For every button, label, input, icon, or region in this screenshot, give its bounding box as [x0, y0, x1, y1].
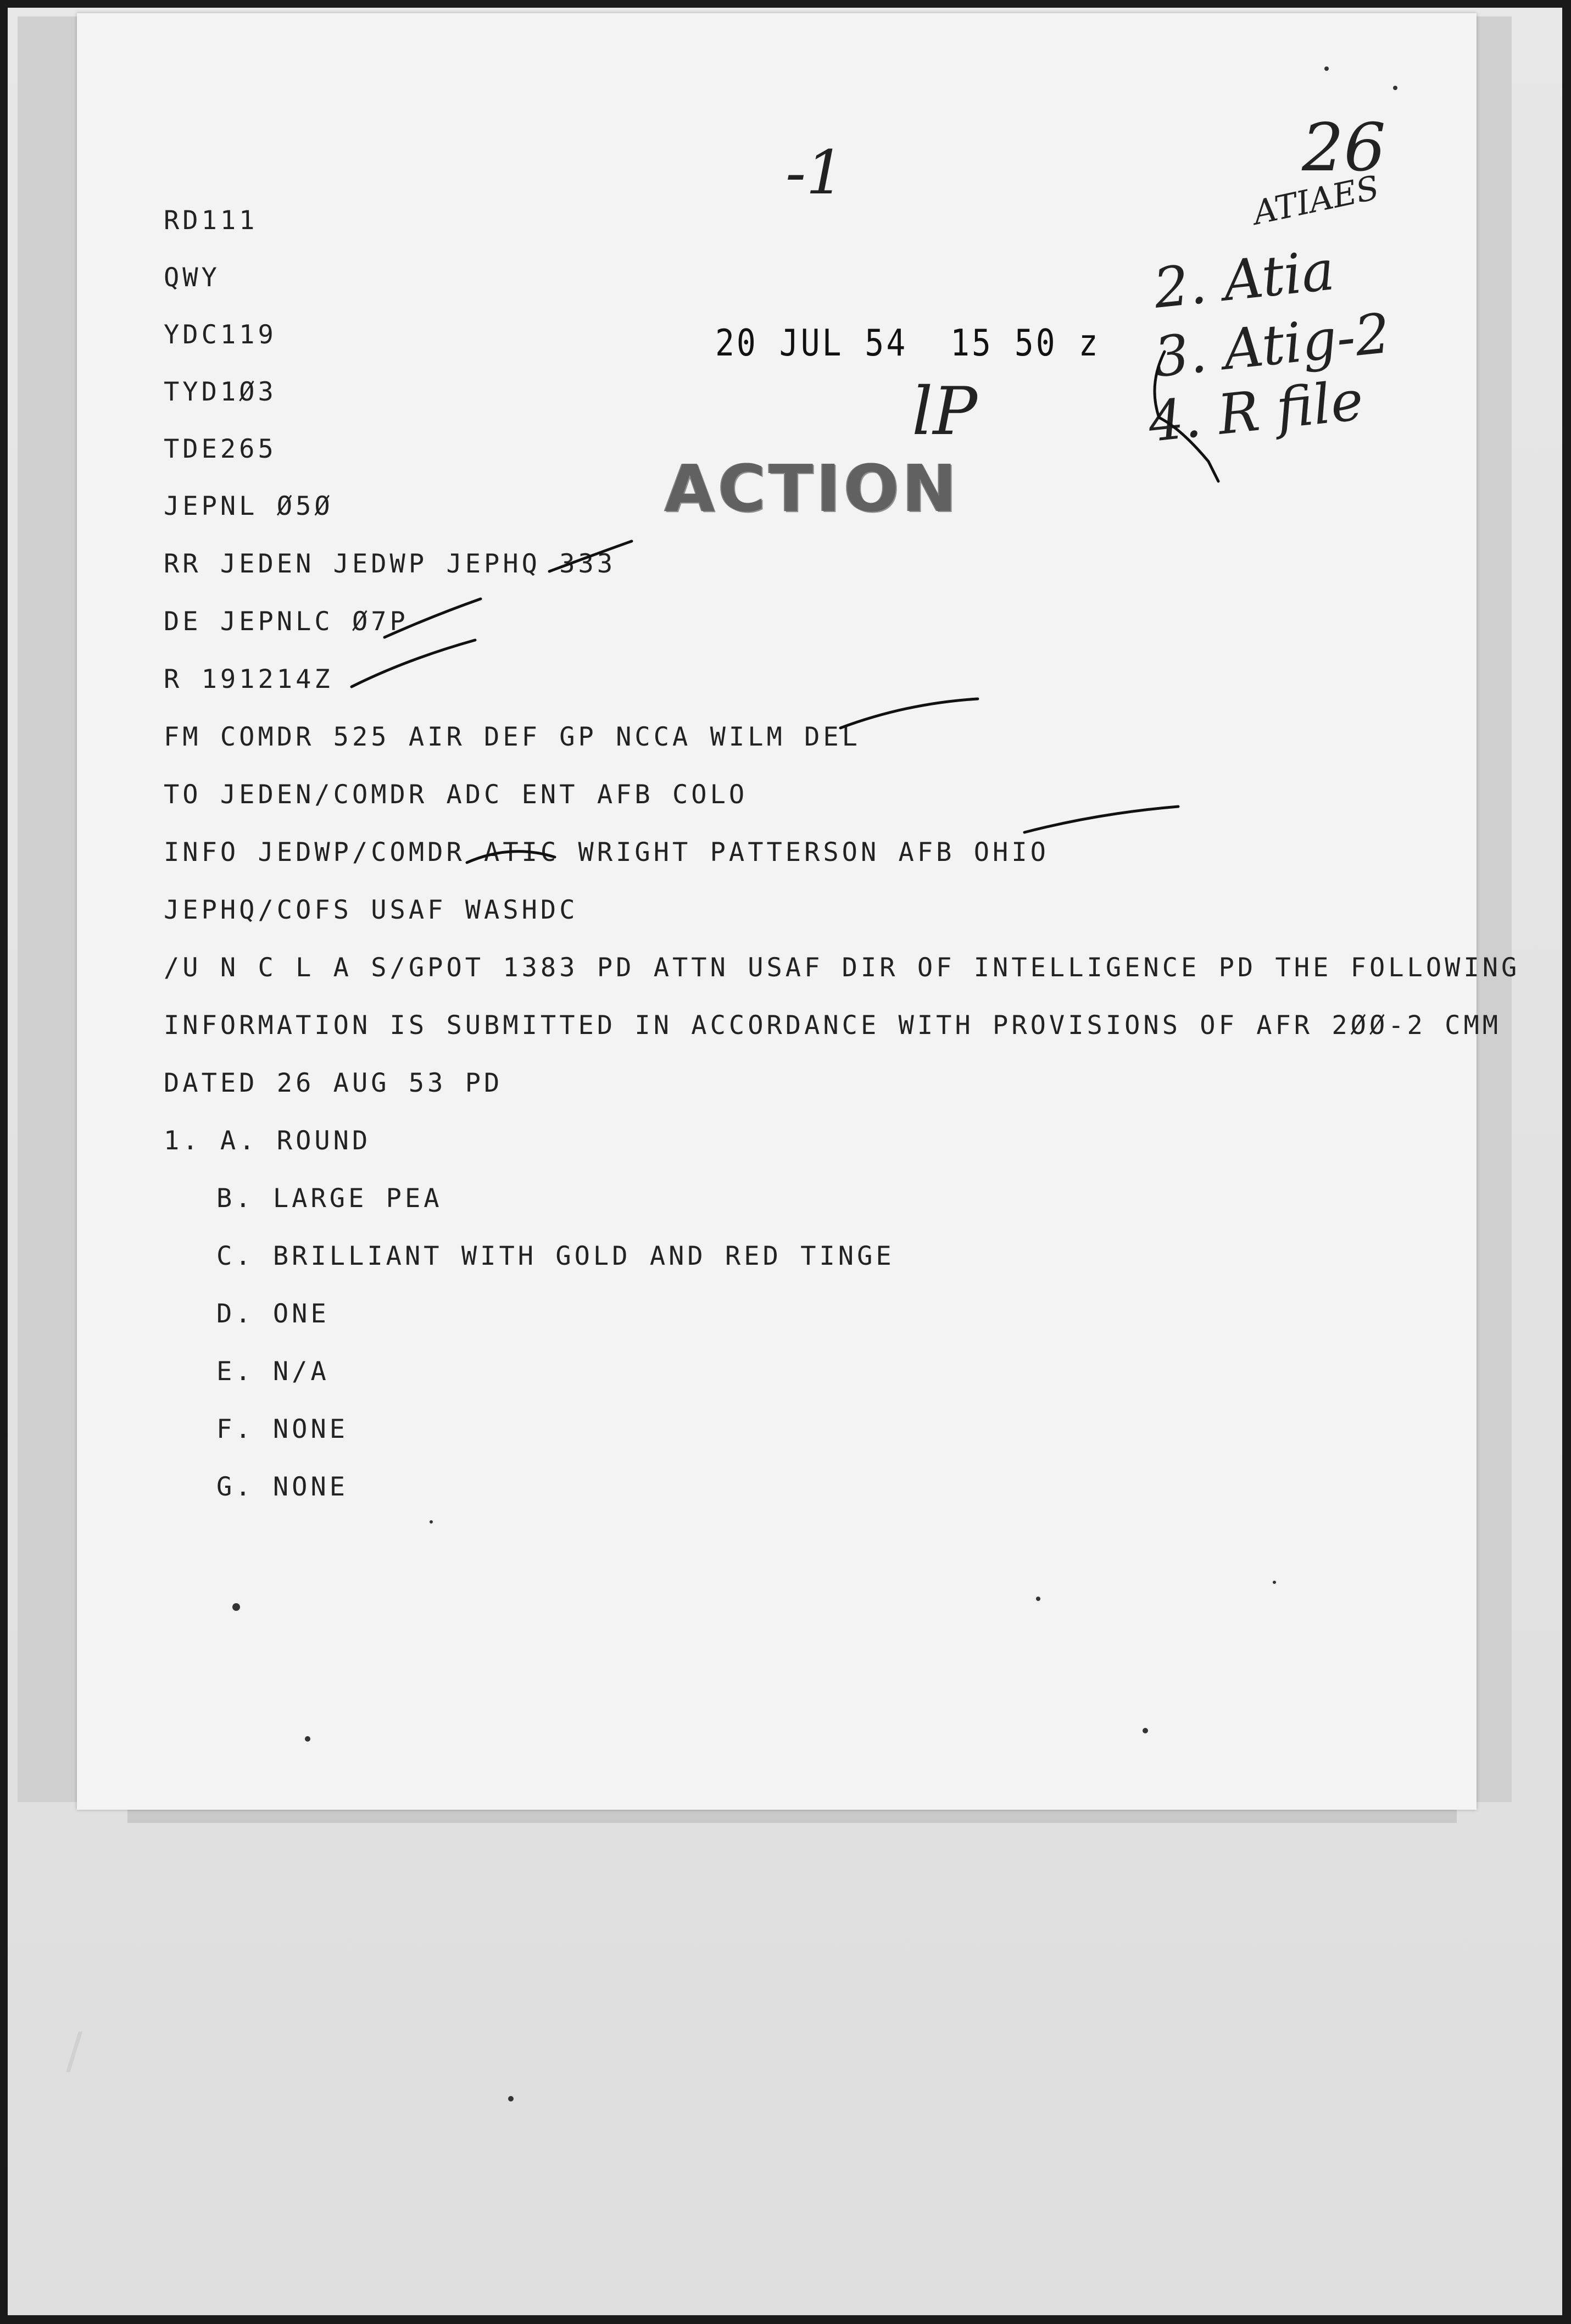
routing-line-7: RR JEDEN JEDWP JEPHQ 333	[164, 549, 616, 579]
item-e: E. N/A	[216, 1356, 330, 1387]
handwritten-note-2: 3. Atig-2	[1151, 301, 1394, 390]
handwritten-routing-header: ATIAES	[1250, 168, 1383, 233]
body-line-1: /U N C L A S/GPOT 1383 PD ATTN USAF DIR OF INTELLIGENCE PD THE FOLLOWING	[164, 953, 1520, 983]
routing-line-9: R 191214Z	[164, 664, 333, 694]
routing-line-3: YDC119	[164, 320, 277, 350]
handwritten-initials: lP	[912, 374, 978, 450]
body-line-2: INFORMATION IS SUBMITTED IN ACCORDANCE WITH PROVISIONS OF AFR 2ØØ-2 CMM	[164, 1010, 1502, 1041]
handwritten-tick: -1	[785, 137, 845, 208]
routing-line-5: TDE265	[164, 434, 277, 464]
handwritten-note-3: 4. R file	[1145, 368, 1367, 455]
body-line-3: DATED 26 AUG 53 PD	[164, 1068, 503, 1098]
routing-line-4: TYD1Ø3	[164, 377, 277, 407]
to-line: TO JEDEN/COMDR ADC ENT AFB COLO	[164, 780, 748, 810]
routing-line-8: DE JEPNLC Ø7P	[164, 607, 409, 637]
from-line: FM COMDR 525 AIR DEF GP NCCA WILM DEL	[164, 722, 861, 752]
item-a: 1. A. ROUND	[164, 1126, 371, 1156]
item-d: D. ONE	[216, 1299, 330, 1329]
routing-line-6: JEPNL Ø5Ø	[164, 491, 333, 521]
item-g: G. NONE	[216, 1472, 349, 1502]
action-stamp: ACTION	[665, 451, 960, 526]
routing-line-1: RD111	[164, 205, 258, 236]
handwritten-page-number: 26	[1302, 110, 1386, 186]
ghost-mark: /	[66, 2022, 83, 2080]
received-date-stamp: 20 JUL 54 15 50 z	[715, 321, 1100, 365]
handwritten-note-1: 2. Atia	[1150, 238, 1338, 321]
item-f: F. NONE	[216, 1414, 349, 1444]
item-c: C. BRILLIANT WITH GOLD AND RED TINGE	[216, 1241, 895, 1271]
info-line-2: JEPHQ/COFS USAF WASHDC	[164, 895, 578, 925]
info-line: INFO JEDWP/COMDR ATIC WRIGHT PATTERSON AFB OHIO	[164, 837, 1049, 868]
routing-line-2: QWY	[164, 263, 220, 293]
item-b: B. LARGE PEA	[216, 1183, 443, 1214]
